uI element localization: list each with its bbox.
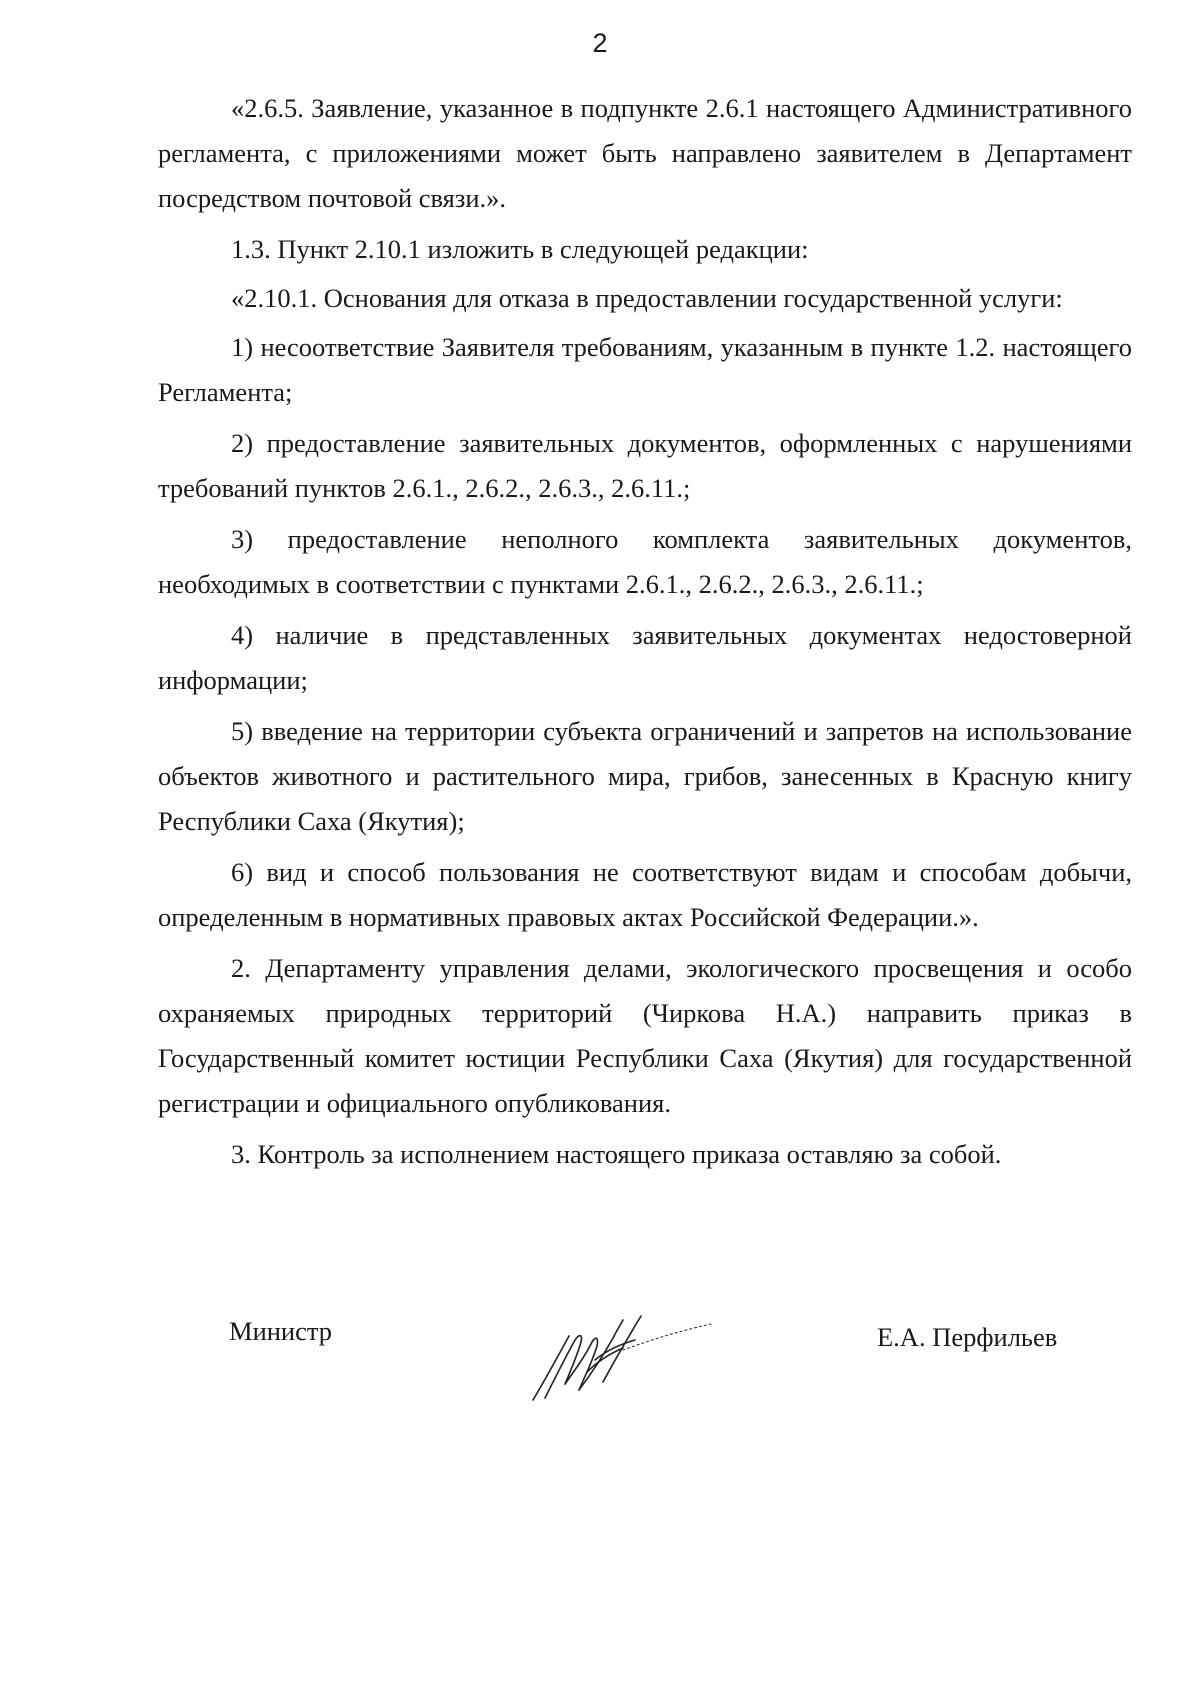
paragraph-2-6-5: «2.6.5. Заявление, указанное в подпункте 2.6.1 настоящего Административного регламента, с приложениями может быть направлено заявителем в Департамент посредством почтовой связи.».	[158, 93, 1132, 213]
paragraph-3: 3. Контроль за исполнением настоящего приказа оставляю за собой.	[231, 1139, 1002, 1169]
signatory-title: Министр	[229, 1316, 333, 1346]
list-item-2: 2) предоставление заявительных документов, оформленных с нарушениями требований пунктов 2.6.1., 2.6.2., 2.6.3., 2.6.11.;	[158, 428, 1132, 503]
list-item-1: 1) несоответствие Заявителя требованиям, указанным в пункте 1.2. настоящего Регламента;	[158, 332, 1132, 407]
paragraph-1-3: 1.3. Пункт 2.10.1 изложить в следующей редакции:	[231, 234, 809, 264]
paragraph-2-10-1: «2.10.1. Основания для отказа в предоставлении государственной услуги:	[231, 283, 1063, 313]
page-number: 2	[592, 28, 608, 58]
list-item-3: 3) предоставление неполного комплекта заявительных документов, необходимых в соответствии с пунктами 2.6.1., 2.6.2., 2.6.3., 2.6.11.;	[158, 524, 1132, 599]
list-item-5: 5) введение на территории субъекта ограничений и запретов на использование объектов животного и растительного мира, грибов, занесенных в Красную книгу Республики Саха (Якутия);	[158, 716, 1132, 836]
handwritten-signature	[525, 1300, 715, 1410]
document-body	[158, 86, 1132, 1183]
signatory-name: Е.А. Перфильев	[877, 1322, 1058, 1352]
paragraph-2: 2. Департаменту управления делами, экологического просвещения и особо охраняемых природных территорий (Чиркова Н.А.) направить приказ в Государственный комитет юстиции Республики Саха (Якутия) для государственной регистрации и официального опубликования.	[158, 953, 1132, 1118]
list-item-6: 6) вид и способ пользования не соответствуют видам и способам добычи, определенным в нормативных правовых актах Российской Федерации.».	[158, 857, 1132, 932]
signature-block	[0, 1300, 1200, 1430]
list-item-4: 4) наличие в представленных заявительных документах недостоверной информации;	[158, 620, 1132, 695]
